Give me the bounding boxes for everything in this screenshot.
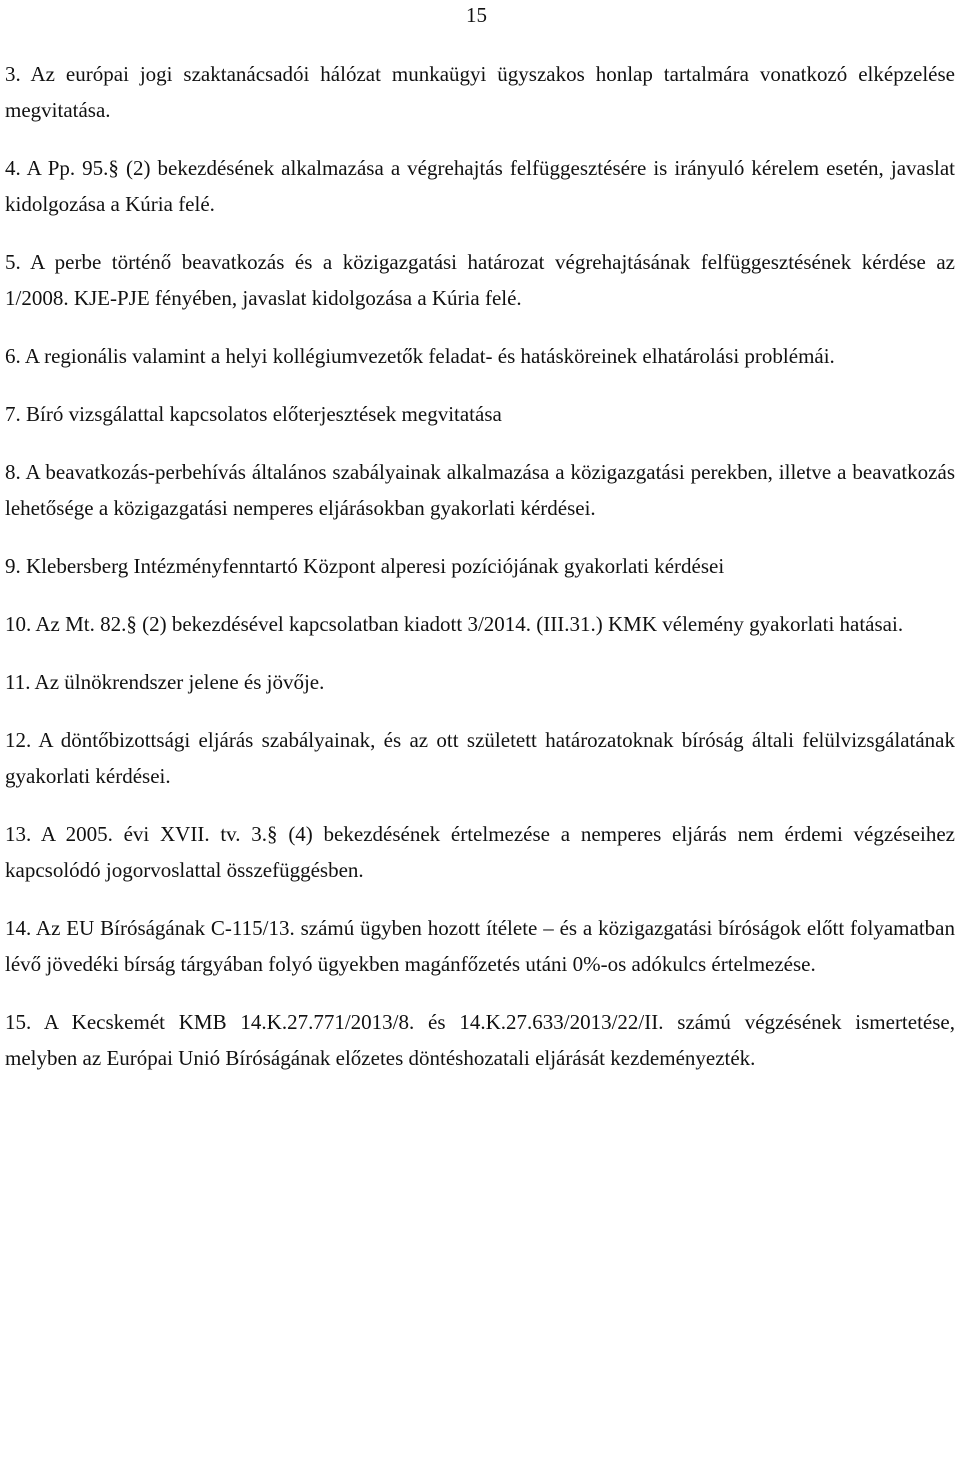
agenda-item-8: 8. A beavatkozás-perbehívás általános szabályainak alkalmazása a közigazgatási perekben, illetve a beavatkozás lehetősége a közigazgatási nemperes eljárásokban gyakorlati kérdései. <box>5 460 955 520</box>
agenda-item-13: 13. A 2005. évi XVII. tv. 3.§ (4) bekezdésének értelmezése a nemperes eljárás nem érdemi végzéseihez kapcsolódó jogorvoslattal összefüggésben. <box>5 822 955 882</box>
agenda-item-6: 6. A regionális valamint a helyi kollégiumvezetők feladat- és hatásköreinek elhatárolási problémái. <box>5 344 835 368</box>
agenda-item-4: 4. A Pp. 95.§ (2) bekezdésének alkalmazása a végrehajtás felfüggesztésére is irányuló kérelem esetén, javaslat kidolgozása a Kúria felé. <box>5 156 955 216</box>
agenda-item-5: 5. A perbe történő beavatkozás és a közigazgatási határozat végrehajtásának felfüggesztésének kérdése az 1/2008. KJE-PJE fényében, javaslat kidolgozása a Kúria felé. <box>5 250 955 310</box>
page-number: 15 <box>466 3 487 27</box>
agenda-item-10: 10. Az Mt. 82.§ (2) bekezdésével kapcsolatban kiadott 3/2014. (III.31.) KMK vélemény gyakorlati hatásai. <box>5 612 904 636</box>
agenda-item-14: 14. Az EU Bíróságának C-115/13. számú ügyben hozott ítélete – és a közigazgatási bíróságok előtt folyamatban lévő jövedéki bírság tárgyában folyó ügyekben magánfőzetés utáni 0%-os adókulcs értelmezése. <box>5 916 955 976</box>
agenda-item-11: 11. Az ülnökrendszer jelene és jövője. <box>5 670 325 694</box>
agenda-item-12: 12. A döntőbizottsági eljárás szabályainak, és az ott született határozatoknak bíróság általi felülvizsgálatának gyakorlati kérdései. <box>5 728 955 788</box>
agenda-item-7: 7. Bíró vizsgálattal kapcsolatos előterjesztések megvitatása <box>5 402 502 426</box>
agenda-list <box>5 56 955 1098</box>
agenda-item-3: 3. Az európai jogi szaktanácsadói hálózat munkaügyi ügyszakos honlap tartalmára vonatkozó elképzelése megvitatása. <box>5 62 955 122</box>
agenda-item-9: 9. Klebersberg Intézményfenntartó Központ alperesi pozíciójának gyakorlati kérdései <box>5 554 725 578</box>
agenda-item-15: 15. A Kecskemét KMB 14.K.27.771/2013/8. és 14.K.27.633/2013/22/II. számú végzésének ismertetése, melyben az Európai Unió Bíróságának előzetes döntéshozatali eljárását kezdeményezték. <box>5 1010 955 1070</box>
